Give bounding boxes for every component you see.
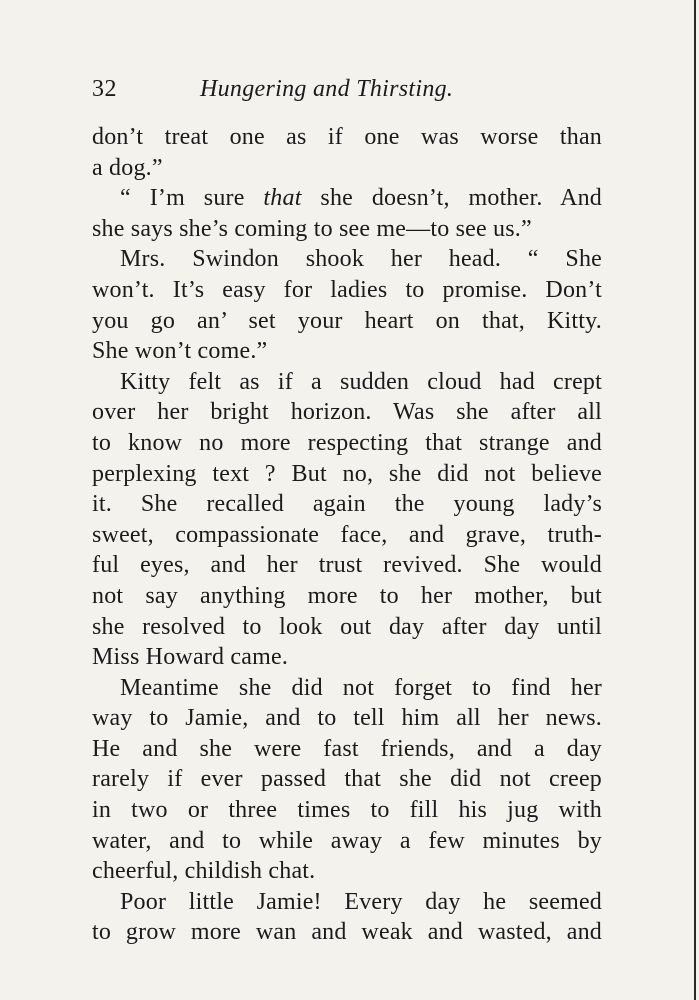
text-line: you go an’ set your heart on that, Kitty. — [92, 307, 602, 334]
text-line: water, and to while away a few minutes by — [92, 827, 602, 854]
text-line: in two or three times to fill his jug with — [92, 797, 602, 824]
text-line: ful eyes, and her trust revived. She would — [92, 552, 602, 579]
text-line: rarely if ever passed that she did not creep — [92, 766, 602, 793]
text-line: she resolved to look out day after day until — [92, 613, 602, 640]
text-line: it. She recalled again the young lady’s — [92, 491, 602, 518]
text-line: to know no more respecting that strange and — [92, 429, 602, 456]
text-line: she says she’s coming to see me—to see us.” — [92, 215, 532, 242]
text-line: “ I’m sure that she doesn’t, mother. And — [120, 185, 602, 212]
text-line: don’t treat one as if one was worse than — [92, 124, 602, 150]
page-number: 32 — [92, 76, 117, 102]
text-line: perplexing text ? But no, she did not believe — [92, 460, 602, 487]
text-line: not say anything more to her mother, but — [92, 582, 602, 609]
text-line: sweet, compassionate face, and grave, truth- — [92, 521, 602, 548]
text-line: Meantime she did not forget to find her — [120, 674, 602, 701]
text-line: to grow more wan and weak and wasted, and — [92, 919, 602, 946]
text-line: cheerful, childish chat. — [92, 858, 316, 885]
text-line: She won’t come.” — [92, 338, 268, 365]
text-line: Poor little Jamie! Every day he seemed — [120, 888, 602, 915]
running-title: Hungering and Thirsting. — [200, 76, 454, 102]
text-line: a dog.” — [92, 154, 163, 181]
page-edge-line — [694, 0, 696, 1000]
body-text — [92, 122, 602, 948]
text-line: way to Jamie, and to tell him all her news. — [92, 705, 602, 732]
text-line: Mrs. Swindon shook her head. “ She — [120, 246, 602, 273]
text-line: won’t. It’s easy for ladies to promise. Don’t — [92, 276, 602, 303]
text-line: Kitty felt as if a sudden cloud had crept — [120, 368, 602, 395]
text-line: Miss Howard came. — [92, 644, 289, 671]
page-header — [92, 72, 602, 106]
text-line: over her bright horizon. Was she after all — [92, 399, 602, 426]
text-line: He and she were fast friends, and a day — [92, 735, 602, 762]
